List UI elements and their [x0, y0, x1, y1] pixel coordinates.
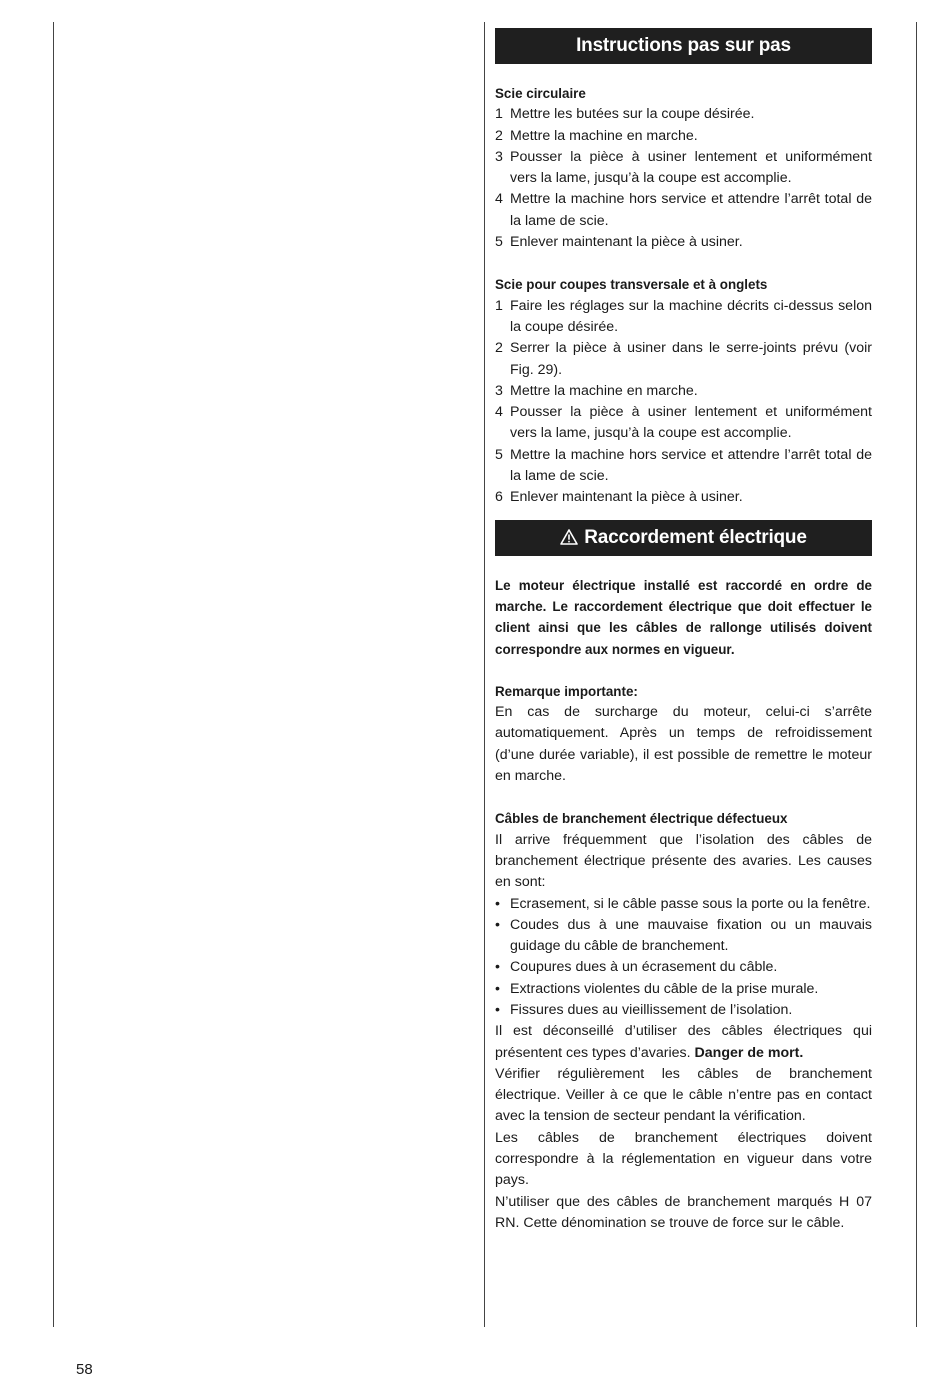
cable-type-paragraph: N’utiliser que des câbles de branchement marqués H 07 RN. Cette dénomination se trouve de force sur le câble.	[495, 1193, 872, 1231]
section-title-electrical: Raccordement électrique	[495, 520, 872, 556]
danger-paragraph: Il est déconseillé d’utiliser des câbles électriques qui présentent ces types d’avaries. Danger de mort.	[495, 1023, 872, 1061]
regulation-paragraph: Les câbles de branchement électriques doivent correspondre à la réglementation en vigueur dans votre pays.	[495, 1129, 872, 1189]
list-item: 1 Faire les réglages sur la machine décrits ci-dessus selon la coupe désirée.	[495, 297, 872, 335]
page-rule-left	[53, 22, 54, 1327]
section-title-instructions: Instructions pas sur pas	[495, 28, 872, 64]
list-item: 6 Enlever maintenant la pièce à usiner.	[495, 489, 743, 506]
steps-miter-saw	[495, 296, 872, 509]
check-paragraph: Vérifier régulièrement les câbles de branchement électrique. Veiller à ce que le câble n’entre pas en contact avec la tension de secteur pendant la vérification.	[495, 1065, 872, 1125]
list-item: 3 Pousser la pièce à usiner lentement et uniformément vers la lame, jusqu’à la coupe est accomplie.	[495, 148, 872, 187]
page-number: 58	[76, 1361, 93, 1378]
column-rule-middle	[484, 22, 485, 1327]
list-item: 3 Mettre la machine en marche.	[495, 382, 698, 399]
electrical-intro: Le moteur électrique installé est raccordé en ordre de marche. Le raccordement électrique que doit effectuer le client ainsi que les câbles de rallonge utilisés doivent correspondre aux normes en vigueur.	[495, 577, 872, 657]
subheading-circular-saw: Scie circulaire	[495, 86, 586, 101]
list-item: 1 Mettre les butées sur la coupe désirée.	[495, 106, 755, 123]
list-item: 2 Serrer la pièce à usiner dans le serre-joints prévu (voir Fig. 29).	[495, 340, 872, 378]
remark-text: En cas de surcharge du moteur, celui-ci s’arrête automatiquement. Après un temps de refroidissement (d’une durée variable), il est possible de remettre le moteur en marche.	[495, 704, 872, 785]
list-item: • Fissures dues au vieillissement de l’isolation.	[495, 1001, 793, 1018]
list-item: • Coupures dues à un écrasement du câble.	[495, 959, 778, 976]
causes-list	[495, 894, 872, 1022]
list-item: 5 Mettre la machine hors service et attendre l’arrêt total de la lame de scie.	[495, 446, 872, 485]
steps-circular-saw	[495, 104, 872, 253]
subheading-miter-saw: Scie pour coupes transversale et à onglets	[495, 277, 768, 293]
page-rule-right	[916, 22, 917, 1327]
text-column	[495, 28, 872, 1234]
list-item: 5 Enlever maintenant la pièce à usiner.	[495, 234, 743, 251]
subheading-defective-cables: Câbles de branchement électrique défectueux	[495, 811, 788, 827]
list-item: • Ecrasement, si le câble passe sous la porte ou la fenêtre.	[495, 895, 871, 912]
list-item: • Coudes dus à une mauvaise fixation ou un mauvais guidage du câble de branchement.	[495, 916, 872, 955]
subheading-important-remark: Remarque importante:	[495, 683, 638, 699]
list-item: 4 Mettre la machine hors service et attendre l’arrêt total de la lame de scie.	[495, 191, 872, 229]
list-item: 2 Mettre la machine en marche.	[495, 127, 698, 144]
warning-triangle-icon	[560, 522, 578, 558]
list-item: • Extractions violentes du câble de la prise murale.	[495, 980, 819, 997]
cables-intro: Il arrive fréquemment que l’isolation des câbles de branchement électrique présente des avaries. Les causes en sont:	[495, 831, 872, 891]
list-item: 4 Pousser la pièce à usiner lentement et uniformément vers la lame, jusqu’à la coupe est accomplie.	[495, 404, 872, 442]
danger-of-death: Danger de mort.	[694, 1044, 804, 1061]
